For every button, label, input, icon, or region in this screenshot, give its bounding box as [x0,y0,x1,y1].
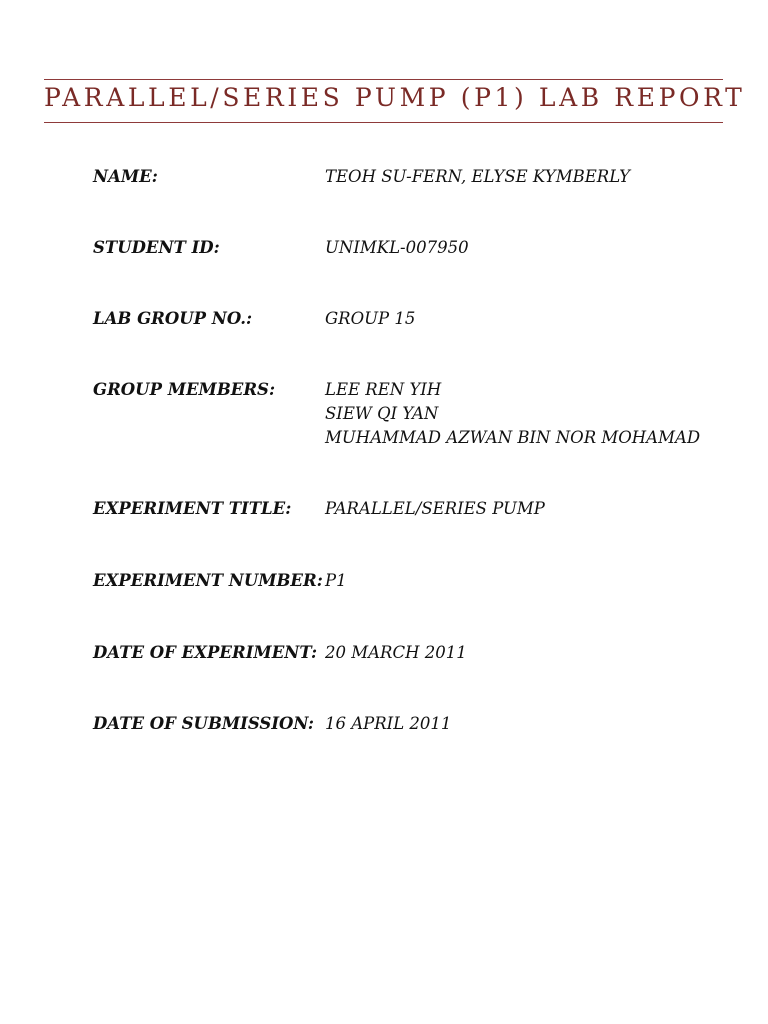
group-member-item: LEE REN YIH [325,380,442,399]
report-title: PARALLEL/SERIES PUMP (P1) LAB REPORT [44,83,746,112]
lab-group-value: GROUP 15 [325,309,416,328]
group-member-item: SIEW QI YAN [325,404,439,423]
student-id-value: UNIMKL-007950 [325,238,469,257]
group-members-list [325,378,700,450]
name-value: TEOH SU-FERN, ELYSE KYMBERLY [325,167,630,186]
date-of-submission-value: 16 APRIL 2011 [325,714,452,733]
experiment-number-value: P1 [325,571,347,590]
date-of-experiment-value: 20 MARCH 2011 [325,643,467,662]
date-of-experiment-label: DATE OF EXPERIMENT: [93,643,318,662]
lab-group-label: LAB GROUP NO.: [93,309,253,328]
date-of-submission-label: DATE OF SUBMISSION: [93,714,315,733]
group-member-item: MUHAMMAD AZWAN BIN NOR MOHAMAD [325,428,701,447]
name-label: NAME: [93,167,158,186]
experiment-number-label: EXPERIMENT NUMBER: [93,571,323,590]
title-bottom-rule [44,122,723,123]
title-top-rule [44,79,723,80]
experiment-title-value: PARALLEL/SERIES PUMP [325,499,545,518]
experiment-title-label: EXPERIMENT TITLE: [93,499,292,518]
group-members-label: GROUP MEMBERS: [93,380,276,399]
student-id-label: STUDENT ID: [93,238,220,257]
